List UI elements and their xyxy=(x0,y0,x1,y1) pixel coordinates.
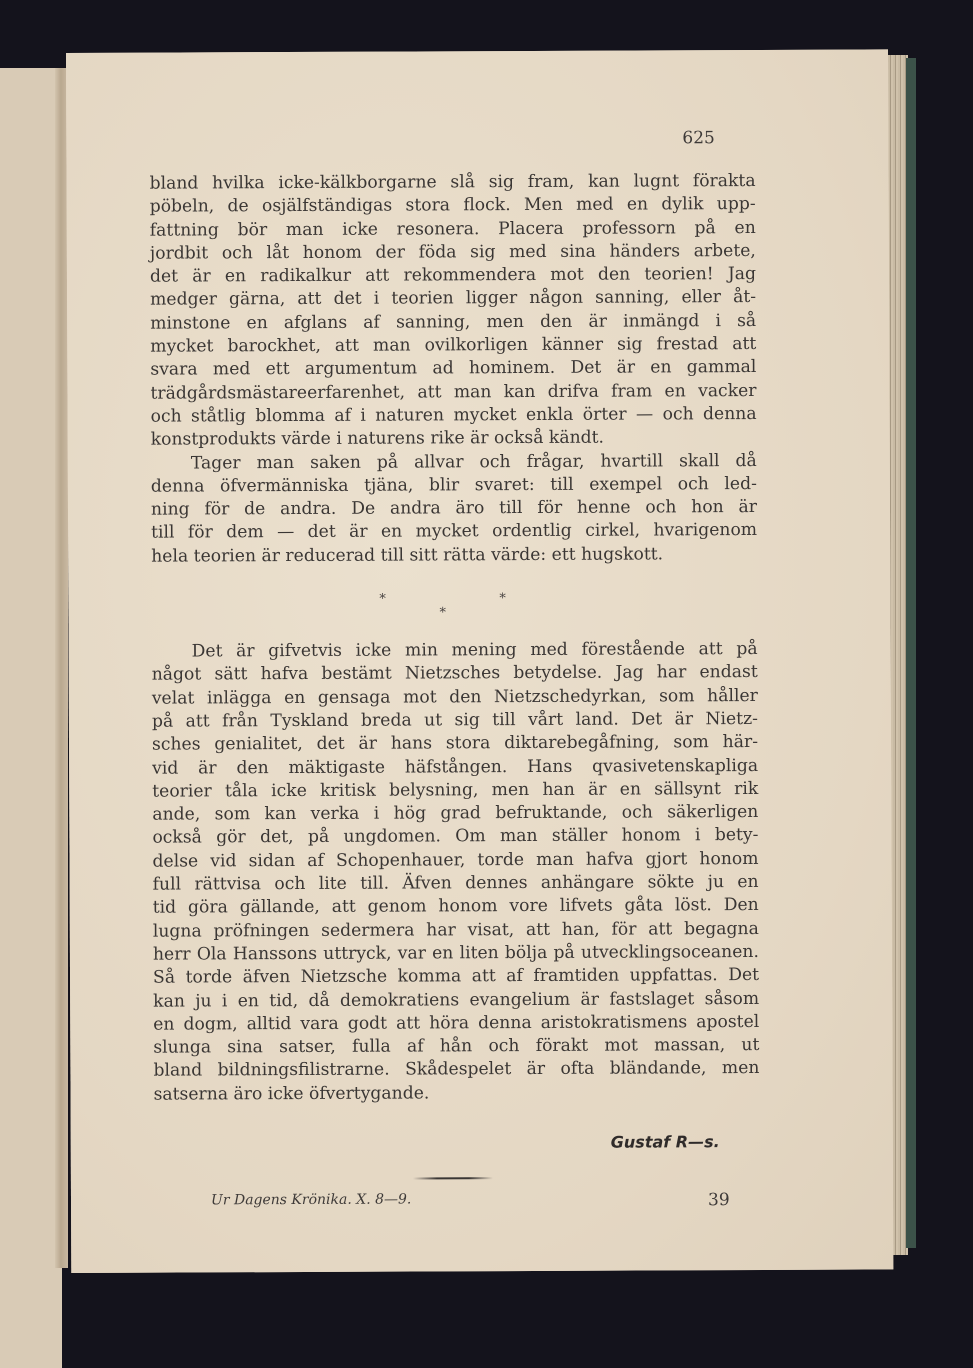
text-line: delse vid sidan af Schopenhauer, torde man hafva gjort honom xyxy=(152,848,759,872)
section-break xyxy=(151,566,757,641)
text-line: ning för de andra. De andra äro till för henne och hon är xyxy=(150,497,758,520)
text-line: Tager man saken på allvar och frågar, hvartill skall då xyxy=(190,450,757,474)
text-line: minstone en afglans af sanning, men den är inmängd i så xyxy=(150,310,757,334)
text-line: trädgårdsmästareerfarenhet, att man kan drifva fram en vacker xyxy=(150,380,757,404)
text-line: svara med ett argumentum ad hominem. Det är en gammal xyxy=(150,357,757,381)
book-cover-edge xyxy=(906,58,916,1248)
text-line: mycket barockhet, att man ovilkorligen känner sig frestad att xyxy=(150,334,757,357)
text-line: det är en radikalkur att rekommendera mot den teorien! Jag xyxy=(149,264,757,287)
text-line: på att från Tyskland breda ut sig till vårt land. Det är Nietz- xyxy=(151,708,758,732)
body-text xyxy=(150,170,760,1107)
asterisk: * xyxy=(499,591,506,607)
text-line: fattning bör man icke resonera. Placera professorn på en xyxy=(149,217,756,241)
text-line: något sätt hafva bestämt Nietzsches betydelse. Jag har endast xyxy=(151,662,758,685)
text-line: medger gärna, att det i teorien ligger någon sanning, eller åt- xyxy=(150,287,757,311)
text-line: och ståtlig blomma af i naturen mycket enkla örter — och denna xyxy=(150,403,757,427)
text-line: jordbit och låt honom der föda sig med sina händers arbete, xyxy=(149,240,756,264)
text-line: satserna äro icke öfvertygande. xyxy=(153,1083,430,1105)
footer-source: Ur Dagens Krönika. X. 8—9. xyxy=(210,1191,412,1209)
text-line: till för dem — det är en mycket ordentlig cirkel, hvarigenom xyxy=(151,520,758,544)
author-signature: Gustaf R—s. xyxy=(610,1132,720,1152)
paragraph-3 xyxy=(152,638,760,1107)
text-line: herr Ola Hanssons uttryck, var en liten bölja på utvecklingsoceanen. xyxy=(152,941,759,965)
signature-mark: 39 xyxy=(707,1190,730,1211)
text-line: pöbeln, de osjälfständigas stora flock. Men med en dylik upp- xyxy=(149,194,756,217)
text-line: lugna pröfningen sedermera har visat, att han, för att begagna xyxy=(152,918,759,942)
text-line: Det är gifvetvis icke min mening med förestående att på xyxy=(191,639,758,662)
page-number: 625 xyxy=(682,128,715,149)
text-line: hela teorien är reducerad till sitt rätta värde: ett hugskott. xyxy=(151,544,664,567)
paragraph-1 xyxy=(150,170,757,452)
asterisk: * xyxy=(379,591,386,607)
text-line: bland hvilka icke-kälkborgarne slå sig fram, kan lugnt förakta xyxy=(149,170,756,194)
text-line: denna öfvermänniska tjäna, blir svaret: till exempel och led- xyxy=(150,473,757,497)
left-page-edge xyxy=(0,68,62,1368)
text-line: teorier tåla icke kritisk belysning, men han är en sällsynt rik xyxy=(152,778,759,802)
book-page xyxy=(66,49,893,1273)
text-line: ande, som kan verka i hög grad befruktande, och säkerligen xyxy=(152,802,759,825)
text-line: Så torde äfven Nietzsche komma att af framtiden uppfattas. Det xyxy=(152,965,760,988)
text-line: vid är den mäktigaste häfstången. Hans qvasivetenskapliga xyxy=(152,755,759,779)
text-line: full rättvisa och lite till. Äfven dennes anhängare sökte ju en xyxy=(152,872,759,895)
asterisk: * xyxy=(439,605,446,621)
text-line: bland bildningsfilistrarne. Skådespelet är ofta bländande, men xyxy=(153,1058,760,1082)
paragraph-2 xyxy=(151,450,758,569)
text-line: slunga sina satser, fulla af hån och förakt mot massan, ut xyxy=(153,1035,760,1058)
text-line: kan ju i en tid, då demokratiens evangelium är fastslaget såsom xyxy=(153,988,760,1012)
text-line: tid göra gällande, att genom honom vore lifvets gåta löst. Den xyxy=(152,895,759,918)
text-line: också gör det, på ungdomen. Om man ställer honom i bety- xyxy=(152,825,759,849)
text-line: konstprodukts värde i naturens rike är också kändt. xyxy=(150,427,605,450)
text-line: en dogm, alltid vara godt att höra denna aristokratismens apostel xyxy=(153,1011,760,1035)
text-line: sches genialitet, det är hans stora diktarebegåfning, som här- xyxy=(151,732,759,755)
text-line: velat inlägga en gensaga mot den Nietzschedyrkan, som håller xyxy=(151,685,758,709)
decorative-rule xyxy=(413,1177,493,1179)
